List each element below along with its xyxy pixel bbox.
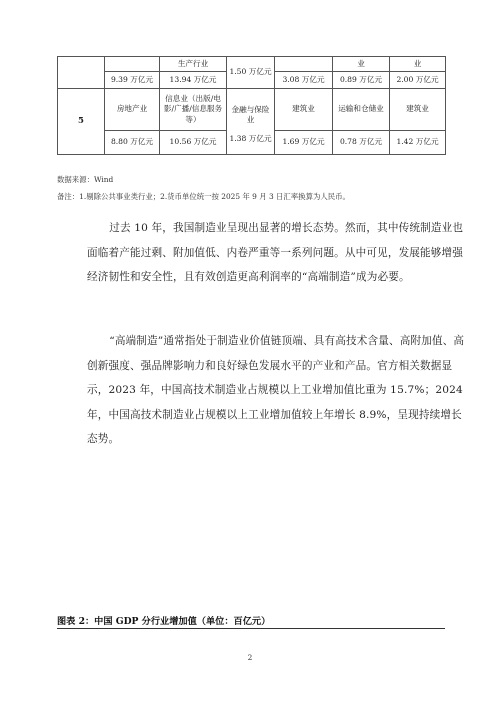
page-number: 2: [247, 653, 253, 662]
rank-cell: [58, 57, 105, 89]
table-cell: 0.78 万亿元: [333, 131, 390, 155]
table-cell: 建筑业: [390, 89, 446, 131]
table-cell: 0.89 万亿元: [333, 72, 390, 89]
table-cell: 业: [390, 57, 446, 72]
table-cell: [105, 57, 160, 72]
table-cell-value: 1.38 万亿元: [229, 133, 272, 143]
remark-note: 备注：1.剔除公共事业类行业；2.货币单位统一按 2025 年 9 月 3 日汇率换算为人民币。: [57, 192, 350, 201]
table-cell-label: 金融与保险业: [231, 105, 270, 125]
table-row: [58, 89, 446, 131]
table-cell: 2.00 万亿元: [390, 72, 446, 89]
data-source-note: 数据来源：Wind: [57, 175, 114, 184]
table-cell: 3.08 万亿元: [275, 72, 333, 89]
table-cell: 建筑业: [275, 89, 333, 131]
table-cell: 1.42 万亿元: [390, 131, 446, 155]
table-cell: [227, 89, 275, 155]
rank-cell: 5: [58, 89, 105, 155]
table-cell: 9.39 万亿元: [105, 72, 160, 89]
table-cell: 业: [333, 57, 390, 72]
body-paragraph: “高端制造”通常指处于制造业价值链顶端、具有高技术含量、高附加值、高创新强度、强品牌影响力和良好绿色发展水平的产业和产品。官方相关数据显示，2023 年，中国高技术制造业占规模以上工业增加值比重为 15.7%；2024 年，中国高技术制造业占规模以上工业增加值较上年增长 8.9%，呈现持续增长态势。: [87, 335, 465, 446]
table-cell: 10.56 万亿元: [160, 131, 227, 155]
table-cell: 运输和仓储业: [333, 89, 390, 131]
table-cell: 信息业（出版/电影/广播/信息服务等）: [160, 89, 227, 131]
table-cell: 房地产业: [105, 89, 160, 131]
chart-title: 图表 2：中国 GDP 分行业增加值（单位：百亿元）: [57, 616, 271, 627]
body-paragraph: 过去 10 年，我国制造业呈现出显著的增长态势。然而，其中传统制造业也面临着产能过剩、附加值低、内卷严重等一系列问题。从中可见，发展能够增强经济韧性和安全性，且有效创造更高利润率的“高端制造”成为必要。: [87, 222, 464, 284]
table-cell: 1.69 万亿元: [275, 131, 333, 155]
title-divider: [57, 628, 445, 629]
table-row: [58, 57, 446, 72]
table-cell: 1.50 万亿元: [227, 57, 275, 89]
industry-value-table: [57, 56, 446, 155]
table-cell: 8.80 万亿元: [105, 131, 160, 155]
table-cell: 生产行业: [160, 57, 227, 72]
table-cell: [275, 57, 333, 72]
table-cell: 13.94 万亿元: [160, 72, 227, 89]
